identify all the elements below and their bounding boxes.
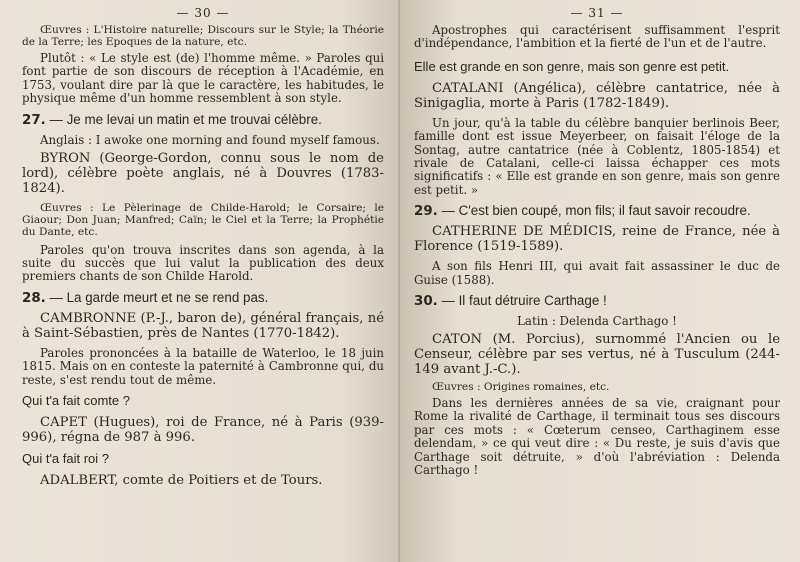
entry-27-heading	[22, 112, 384, 129]
right-page	[400, 0, 800, 562]
entry-28-heading	[22, 290, 384, 307]
entry-title: — La garde meurt et ne se rend pas.	[49, 289, 269, 305]
works-list: Œuvres : Origines romaines, etc.	[432, 381, 610, 394]
note-paragraph: Paroles qu'on trouva inscrites dans son agenda, à la suite du succès que lui valut la publication des deux premiers chants de son Childe Harold.	[22, 242, 384, 284]
author-paragraph: CAPET (Hugues), roi de France, né à Paris (939-996), régna de 987 à 996.	[22, 415, 384, 446]
language-line: Latin : Delenda Carthago !	[517, 314, 677, 329]
entry-number: 27.	[22, 112, 46, 128]
author-paragraph: CATALANI (Angélica), célèbre cantatrice, née à Sinigaglia, morte à Paris (1782-1849).	[414, 80, 780, 111]
page-number-left: — 30 —	[176, 6, 230, 20]
page-number-right: — 31 —	[570, 6, 624, 20]
author-paragraph: ADALBERT, comte de Poitiers et de Tours.	[40, 473, 323, 489]
entry-title: — C'est bien coupé, mon fils; il faut savoir recoudre.	[441, 203, 751, 219]
author-paragraph: CATON (M. Porcius), surnommé l'Ancien ou le Censeur, célèbre par ses vertus, né à Tusculum (244-149 avant J.-C.).	[414, 332, 780, 378]
note-paragraph: Dans les dernières années de sa vie, craignant pour Rome la rivalité de Carthage, il terminait tous ses discours par ces mots : « Cœterum censeo, Carthaginem esse delendam, » ce qui veut dire : « Du reste, je suis d'avis que Carthage soit détruite, » d'où l'abréviation : Delenda Carthago !	[414, 396, 780, 478]
entry-title: — Il faut détruire Carthage !	[441, 293, 607, 309]
entry-29-heading	[414, 203, 780, 220]
entry-30-heading	[414, 293, 780, 310]
note-paragraph: Apostrophes qui caractérisent suffisamment l'esprit d'indépendance, l'ambition et la fierté de l'un et de l'autre.	[414, 23, 780, 51]
note-paragraph: Plutôt : « Le style est (de) l'homme même. » Paroles qui font partie de son discours de réception à l'Académie, en 1753, voulant dire par là que le caractère, les habitudes, le physique même d'un homme ressemblent à son style.	[22, 51, 384, 106]
language-line: Anglais : I awoke one morning and found myself famous.	[40, 132, 380, 147]
entry-number: 28.	[22, 290, 46, 306]
quote-heading: Qui t'a fait comte ?	[22, 393, 130, 409]
author-paragraph: CAMBRONNE (P.-J., baron de), général français, né à Saint-Sébastien, près de Nantes (1770-1842).	[22, 310, 384, 341]
note-paragraph: A son fils Henri III, qui avait fait assassiner le duc de Guise (1588).	[414, 259, 780, 287]
author-paragraph: CATHERINE DE MÉDICIS, reine de France, née à Florence (1519-1589).	[414, 224, 780, 255]
note-paragraph: Paroles prononcées à la bataille de Waterloo, le 18 juin 1815. Mais on en conteste la paternité à Cambronne qui, du reste, s'est rendu tout de même.	[22, 345, 384, 387]
entry-number: 29.	[414, 204, 438, 220]
works-list: Œuvres : Le Pèlerinage de Childe-Harold; le Corsaire; le Giaour; Don Juan; Manfred; Caïn; le Ciel et la Terre; la Prophétie du Dante, etc.	[22, 201, 384, 238]
note-paragraph: Un jour, qu'à la table du célèbre banquier berlinois Beer, famille dont est issue Meyerbeer, on faisait l'éloge de la Sontag, autre cantatrice (née à Coblentz, 1805-1854) et rivale de Catalani, celle-ci laissa échapper ces mots significatifs : « Elle est grande en son genre, mais son genre est petit. »	[414, 115, 780, 197]
quote-heading: Qui t'a fait roi ?	[22, 451, 110, 467]
works-list: Œuvres : L'Histoire naturelle; Discours sur le Style; la Théorie de la Terre; les Epoques de la nature, etc.	[22, 24, 384, 48]
entry-title: — Je me levai un matin et me trouvai célèbre.	[49, 111, 322, 127]
quote-heading: Elle est grande en son genre, mais son genre est petit.	[414, 58, 730, 74]
author-paragraph: BYRON (George-Gordon, connu sous le nom de lord), célèbre poète anglais, né à Douvres (1783-1824).	[22, 150, 384, 196]
entry-number: 30.	[414, 294, 438, 310]
